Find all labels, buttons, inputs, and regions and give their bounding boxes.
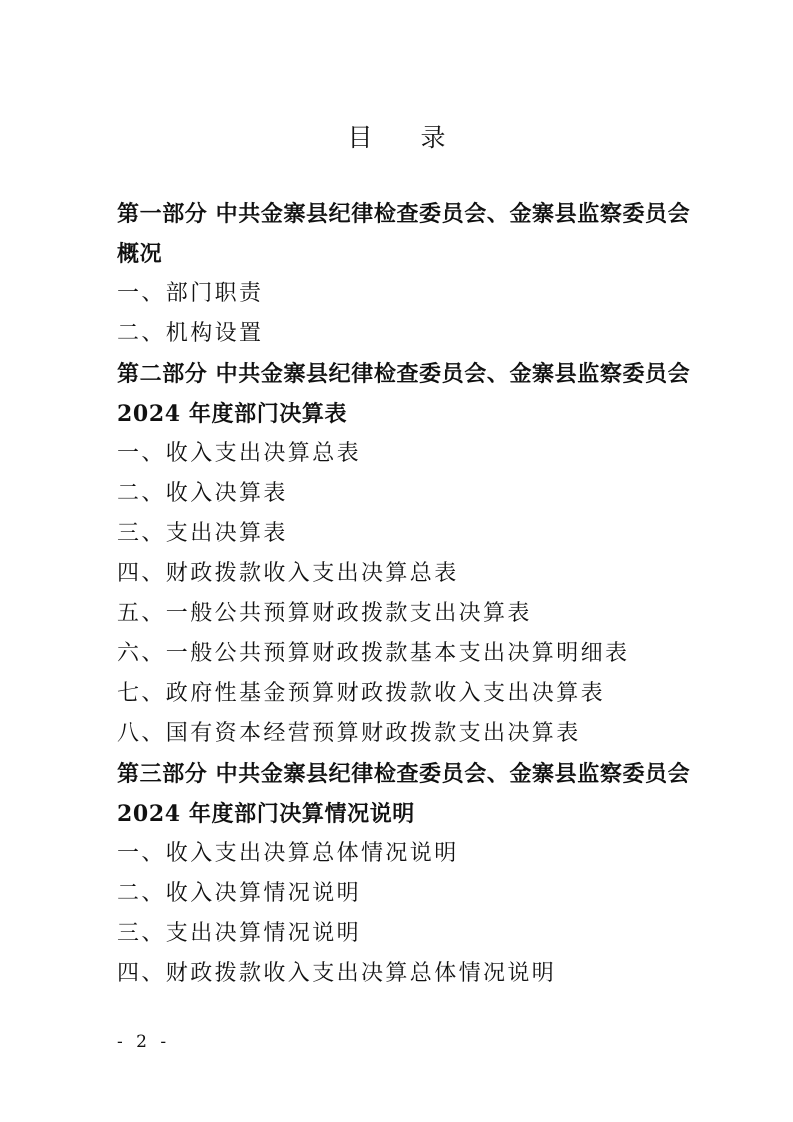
toc-entry: 一、部门职责 (117, 281, 264, 306)
toc-entry: 四、财政拨款收入支出决算总表 (117, 561, 459, 586)
toc-entry: 四、财政拨款收入支出决算总体情况说明 (117, 961, 557, 986)
toc-entry: 三、支出决算情况说明 (117, 921, 362, 946)
toc-part-heading: 第一部分 中共金寨县纪律检查委员会、金寨县监察委员会概况 (117, 201, 691, 267)
toc-entry: 六、一般公共预算财政拨款基本支出决算明细表 (117, 641, 630, 666)
toc-entry: 三、支出决算表 (117, 521, 288, 546)
toc-entry: 一、收入支出决算总表 (117, 441, 362, 466)
page-title: 目 录 (347, 123, 466, 152)
page-number: - 2 - (117, 1032, 171, 1052)
table-of-contents (117, 194, 692, 994)
toc-entry: 二、收入决算表 (117, 481, 288, 506)
toc-part-heading: 第三部分 中共金寨县纪律检查委员会、金寨县监察委员会 2024 年度部门决算情况说明 (117, 761, 691, 827)
toc-entry: 七、政府性基金预算财政拨款收入支出决算表 (117, 681, 606, 706)
toc-part-heading: 第二部分 中共金寨县纪律检查委员会、金寨县监察委员会 2024 年度部门决算表 (117, 361, 691, 427)
toc-entry: 二、收入决算情况说明 (117, 881, 362, 906)
toc-entry: 五、一般公共预算财政拨款支出决算表 (117, 601, 532, 626)
toc-entry: 八、国有资本经营预算财政拨款支出决算表 (117, 721, 581, 746)
toc-entry: 二、机构设置 (117, 321, 264, 346)
toc-entry: 一、收入支出决算总体情况说明 (117, 841, 459, 866)
